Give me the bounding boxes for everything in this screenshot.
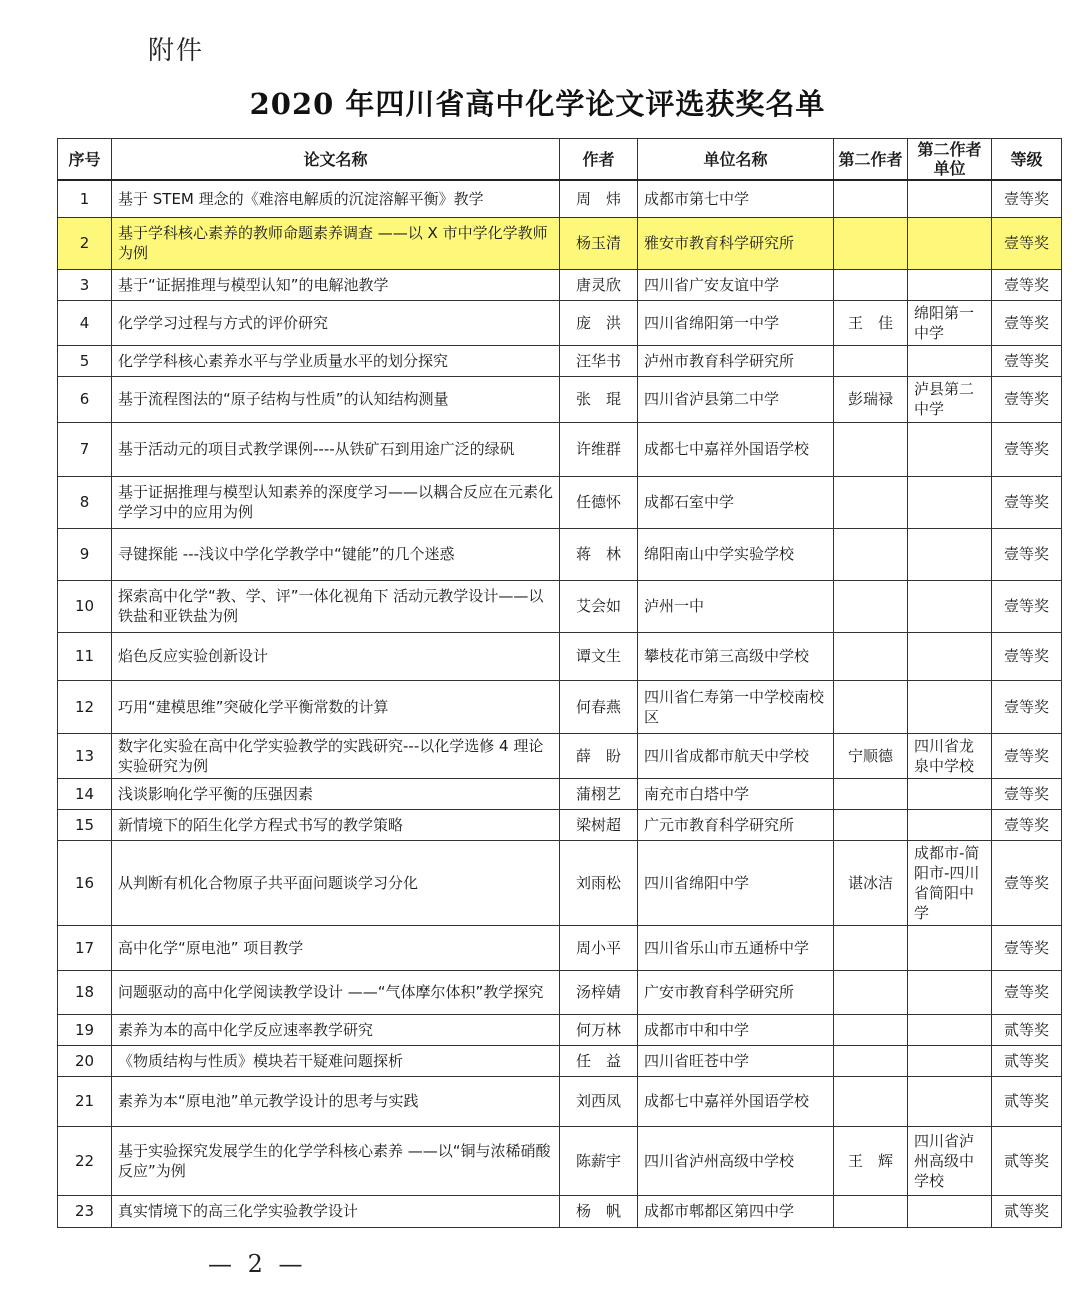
row-unit: 成都市中和中学 <box>638 1014 834 1045</box>
row-coauthor: 王 佳 <box>834 300 908 345</box>
row-unit: 四川省绵阳中学 <box>638 840 834 925</box>
row-grade: 贰等奖 <box>992 1014 1062 1045</box>
table-row <box>58 1126 1062 1195</box>
row-author: 张 琨 <box>560 376 638 422</box>
row-coauthor <box>834 476 908 528</box>
row-unit: 泸州一中 <box>638 580 834 632</box>
row-no: 3 <box>58 269 112 300</box>
row-coauthor-unit: 四川省龙泉中学校 <box>908 733 992 778</box>
row-author: 陈薪宇 <box>560 1126 638 1195</box>
table-row <box>58 345 1062 376</box>
row-grade: 壹等奖 <box>992 180 1062 217</box>
table-row <box>58 476 1062 528</box>
table-row <box>58 925 1062 970</box>
table-row <box>58 217 1062 269</box>
table-row <box>58 970 1062 1014</box>
page-number: — 2 — <box>208 1250 307 1278</box>
row-unit: 四川省广安友谊中学 <box>638 269 834 300</box>
table-row <box>58 1076 1062 1126</box>
row-unit: 四川省旺苍中学 <box>638 1045 834 1076</box>
row-coauthor-unit <box>908 809 992 840</box>
header-no: 序号 <box>58 139 112 181</box>
row-unit: 四川省绵阳第一中学 <box>638 300 834 345</box>
row-grade: 壹等奖 <box>992 970 1062 1014</box>
row-no: 7 <box>58 422 112 476</box>
row-no: 2 <box>58 217 112 269</box>
row-coauthor: 谌冰洁 <box>834 840 908 925</box>
row-title: 高中化学“原电池” 项目教学 <box>112 925 560 970</box>
row-coauthor-unit <box>908 422 992 476</box>
row-coauthor-unit <box>908 778 992 809</box>
table-row <box>58 733 1062 778</box>
row-grade: 壹等奖 <box>992 376 1062 422</box>
row-grade: 壹等奖 <box>992 925 1062 970</box>
row-coauthor-unit <box>908 680 992 733</box>
row-title: 化学学科核心素养水平与学业质量水平的划分探究 <box>112 345 560 376</box>
row-coauthor <box>834 970 908 1014</box>
row-coauthor-unit <box>908 269 992 300</box>
row-coauthor <box>834 269 908 300</box>
row-unit: 广安市教育科学研究所 <box>638 970 834 1014</box>
row-author: 梁树超 <box>560 809 638 840</box>
table-row <box>58 300 1062 345</box>
table-row <box>58 680 1062 733</box>
row-grade: 壹等奖 <box>992 217 1062 269</box>
row-coauthor-unit <box>908 180 992 217</box>
row-no: 8 <box>58 476 112 528</box>
row-title: 浅谈影响化学平衡的压强因素 <box>112 778 560 809</box>
table-row <box>58 580 1062 632</box>
row-coauthor-unit <box>908 925 992 970</box>
row-unit: 成都石室中学 <box>638 476 834 528</box>
row-coauthor-unit <box>908 476 992 528</box>
row-coauthor-unit <box>908 528 992 580</box>
row-unit: 四川省乐山市五通桥中学 <box>638 925 834 970</box>
row-coauthor <box>834 1014 908 1045</box>
row-author: 庞 洪 <box>560 300 638 345</box>
row-author: 周 炜 <box>560 180 638 217</box>
attachment-label: 附件 <box>148 36 205 66</box>
row-author: 薛 盼 <box>560 733 638 778</box>
row-author: 杨 帆 <box>560 1195 638 1227</box>
row-no: 9 <box>58 528 112 580</box>
row-grade: 贰等奖 <box>992 1126 1062 1195</box>
row-coauthor: 宁顺德 <box>834 733 908 778</box>
row-unit: 泸州市教育科学研究所 <box>638 345 834 376</box>
row-author: 汪华书 <box>560 345 638 376</box>
row-no: 23 <box>58 1195 112 1227</box>
row-author: 汤梓婧 <box>560 970 638 1014</box>
row-unit: 雅安市教育科学研究所 <box>638 217 834 269</box>
row-grade: 贰等奖 <box>992 1195 1062 1227</box>
row-title: 基于活动元的项目式教学课例----从铁矿石到用途广泛的绿矾 <box>112 422 560 476</box>
row-author: 周小平 <box>560 925 638 970</box>
row-coauthor <box>834 1045 908 1076</box>
header-title: 论文名称 <box>112 139 560 181</box>
row-no: 19 <box>58 1014 112 1045</box>
row-no: 17 <box>58 925 112 970</box>
row-grade: 壹等奖 <box>992 778 1062 809</box>
row-author: 任 益 <box>560 1045 638 1076</box>
row-coauthor-unit: 绵阳第一中学 <box>908 300 992 345</box>
row-title: 基于流程图法的“原子结构与性质”的认知结构测量 <box>112 376 560 422</box>
row-unit: 广元市教育科学研究所 <box>638 809 834 840</box>
row-grade: 壹等奖 <box>992 580 1062 632</box>
row-no: 1 <box>58 180 112 217</box>
row-unit: 四川省仁寿第一中学校南校区 <box>638 680 834 733</box>
row-coauthor-unit: 泸县第二中学 <box>908 376 992 422</box>
row-author: 谭文生 <box>560 632 638 680</box>
row-unit: 四川省泸县第二中学 <box>638 376 834 422</box>
table-header-row <box>58 139 1062 181</box>
row-coauthor-unit <box>908 1076 992 1126</box>
row-coauthor <box>834 778 908 809</box>
row-title: 基于证据推理与模型认知素养的深度学习——以耦合反应在元素化学学习中的应用为例 <box>112 476 560 528</box>
table-row <box>58 1045 1062 1076</box>
row-coauthor <box>834 217 908 269</box>
row-coauthor <box>834 809 908 840</box>
table-row <box>58 1014 1062 1045</box>
row-no: 16 <box>58 840 112 925</box>
row-coauthor-unit <box>908 217 992 269</box>
row-title: 焰色反应实验创新设计 <box>112 632 560 680</box>
row-grade: 壹等奖 <box>992 528 1062 580</box>
row-title: 基于学科核心素养的教师命题素养调查 ——以 X 市中学化学教师为例 <box>112 217 560 269</box>
header-grade: 等级 <box>992 139 1062 181</box>
row-coauthor <box>834 580 908 632</box>
row-title: 化学学习过程与方式的评价研究 <box>112 300 560 345</box>
table-row <box>58 809 1062 840</box>
row-title: 新情境下的陌生化学方程式书写的教学策略 <box>112 809 560 840</box>
row-author: 许维群 <box>560 422 638 476</box>
row-coauthor-unit: 四川省泸州高级中学校 <box>908 1126 992 1195</box>
row-coauthor <box>834 345 908 376</box>
table-row <box>58 840 1062 925</box>
row-no: 21 <box>58 1076 112 1126</box>
row-coauthor-unit <box>908 632 992 680</box>
table-row <box>58 269 1062 300</box>
row-title: 真实情境下的高三化学实验教学设计 <box>112 1195 560 1227</box>
row-author: 蒋 林 <box>560 528 638 580</box>
row-author: 何春燕 <box>560 680 638 733</box>
table-row <box>58 778 1062 809</box>
row-coauthor <box>834 422 908 476</box>
row-title: 数字化实验在高中化学实验教学的实践研究---以化学选修 4 理论实验研究为例 <box>112 733 560 778</box>
row-coauthor <box>834 680 908 733</box>
row-grade: 壹等奖 <box>992 269 1062 300</box>
row-no: 10 <box>58 580 112 632</box>
row-coauthor <box>834 180 908 217</box>
row-author: 唐灵欣 <box>560 269 638 300</box>
row-grade: 壹等奖 <box>992 733 1062 778</box>
row-coauthor-unit <box>908 580 992 632</box>
row-unit: 四川省泸州高级中学校 <box>638 1126 834 1195</box>
row-title: 寻键探能 ---浅议中学化学教学中“键能”的几个迷惑 <box>112 528 560 580</box>
row-author: 何万林 <box>560 1014 638 1045</box>
row-no: 13 <box>58 733 112 778</box>
row-coauthor-unit <box>908 1195 992 1227</box>
header-unit: 单位名称 <box>638 139 834 181</box>
row-author: 艾会如 <box>560 580 638 632</box>
row-title: 问题驱动的高中化学阅读教学设计 ——“气体摩尔体积”教学探究 <box>112 970 560 1014</box>
row-grade: 壹等奖 <box>992 680 1062 733</box>
row-author: 任德怀 <box>560 476 638 528</box>
row-no: 15 <box>58 809 112 840</box>
row-unit: 南充市白塔中学 <box>638 778 834 809</box>
row-coauthor <box>834 632 908 680</box>
row-no: 18 <box>58 970 112 1014</box>
row-author: 杨玉清 <box>560 217 638 269</box>
row-unit: 成都市郫都区第四中学 <box>638 1195 834 1227</box>
row-no: 11 <box>58 632 112 680</box>
row-grade: 壹等奖 <box>992 840 1062 925</box>
table-row <box>58 376 1062 422</box>
row-coauthor <box>834 925 908 970</box>
row-grade: 贰等奖 <box>992 1076 1062 1126</box>
document-title: 2020 年四川省高中化学论文评选获奖名单 <box>249 87 826 121</box>
row-grade: 壹等奖 <box>992 422 1062 476</box>
row-no: 6 <box>58 376 112 422</box>
table-row <box>58 180 1062 217</box>
row-unit: 绵阳南山中学实验学校 <box>638 528 834 580</box>
table-row <box>58 1195 1062 1227</box>
row-author: 刘雨松 <box>560 840 638 925</box>
row-coauthor-unit <box>908 1014 992 1045</box>
row-unit: 四川省成都市航天中学校 <box>638 733 834 778</box>
row-coauthor: 彭瑞禄 <box>834 376 908 422</box>
row-title: 巧用“建模思维”突破化学平衡常数的计算 <box>112 680 560 733</box>
row-author: 蒲栩艺 <box>560 778 638 809</box>
table-row <box>58 632 1062 680</box>
row-grade: 壹等奖 <box>992 632 1062 680</box>
row-no: 4 <box>58 300 112 345</box>
row-coauthor <box>834 1076 908 1126</box>
table-row <box>58 422 1062 476</box>
row-title: 基于“证据推理与模型认知”的电解池教学 <box>112 269 560 300</box>
row-grade: 壹等奖 <box>992 476 1062 528</box>
row-coauthor-unit <box>908 1045 992 1076</box>
row-grade: 壹等奖 <box>992 300 1062 345</box>
row-title: 探索高中化学“教、学、评”一体化视角下 活动元教学设计——以铁盐和亚铁盐为例 <box>112 580 560 632</box>
row-grade: 贰等奖 <box>992 1045 1062 1076</box>
row-coauthor-unit: 成都市-简阳市-四川省简阳中学 <box>908 840 992 925</box>
row-no: 22 <box>58 1126 112 1195</box>
row-unit: 成都市第七中学 <box>638 180 834 217</box>
awards-table <box>57 138 1062 1228</box>
row-no: 20 <box>58 1045 112 1076</box>
row-title: 《物质结构与性质》模块若干疑难问题探析 <box>112 1045 560 1076</box>
row-coauthor <box>834 1195 908 1227</box>
row-coauthor-unit <box>908 970 992 1014</box>
row-coauthor <box>834 528 908 580</box>
row-coauthor: 王 辉 <box>834 1126 908 1195</box>
row-grade: 壹等奖 <box>992 809 1062 840</box>
row-title: 从判断有机化合物原子共平面问题谈学习分化 <box>112 840 560 925</box>
header-coauthor: 第二作者 <box>834 139 908 181</box>
row-unit: 攀枝花市第三高级中学校 <box>638 632 834 680</box>
table-row <box>58 528 1062 580</box>
row-no: 14 <box>58 778 112 809</box>
row-title: 素养为本“原电池”单元教学设计的思考与实践 <box>112 1076 560 1126</box>
row-grade: 壹等奖 <box>992 345 1062 376</box>
row-coauthor-unit <box>908 345 992 376</box>
row-author: 刘西凤 <box>560 1076 638 1126</box>
row-no: 12 <box>58 680 112 733</box>
header-coauthor-unit: 第二作者单位 <box>908 139 992 181</box>
row-title: 素养为本的高中化学反应速率教学研究 <box>112 1014 560 1045</box>
row-no: 5 <box>58 345 112 376</box>
row-unit: 成都七中嘉祥外国语学校 <box>638 1076 834 1126</box>
row-title: 基于 STEM 理念的《难溶电解质的沉淀溶解平衡》教学 <box>112 180 560 217</box>
row-unit: 成都七中嘉祥外国语学校 <box>638 422 834 476</box>
header-author: 作者 <box>560 139 638 181</box>
row-title: 基于实验探究发展学生的化学学科核心素养 ——以“铜与浓稀硝酸反应”为例 <box>112 1126 560 1195</box>
